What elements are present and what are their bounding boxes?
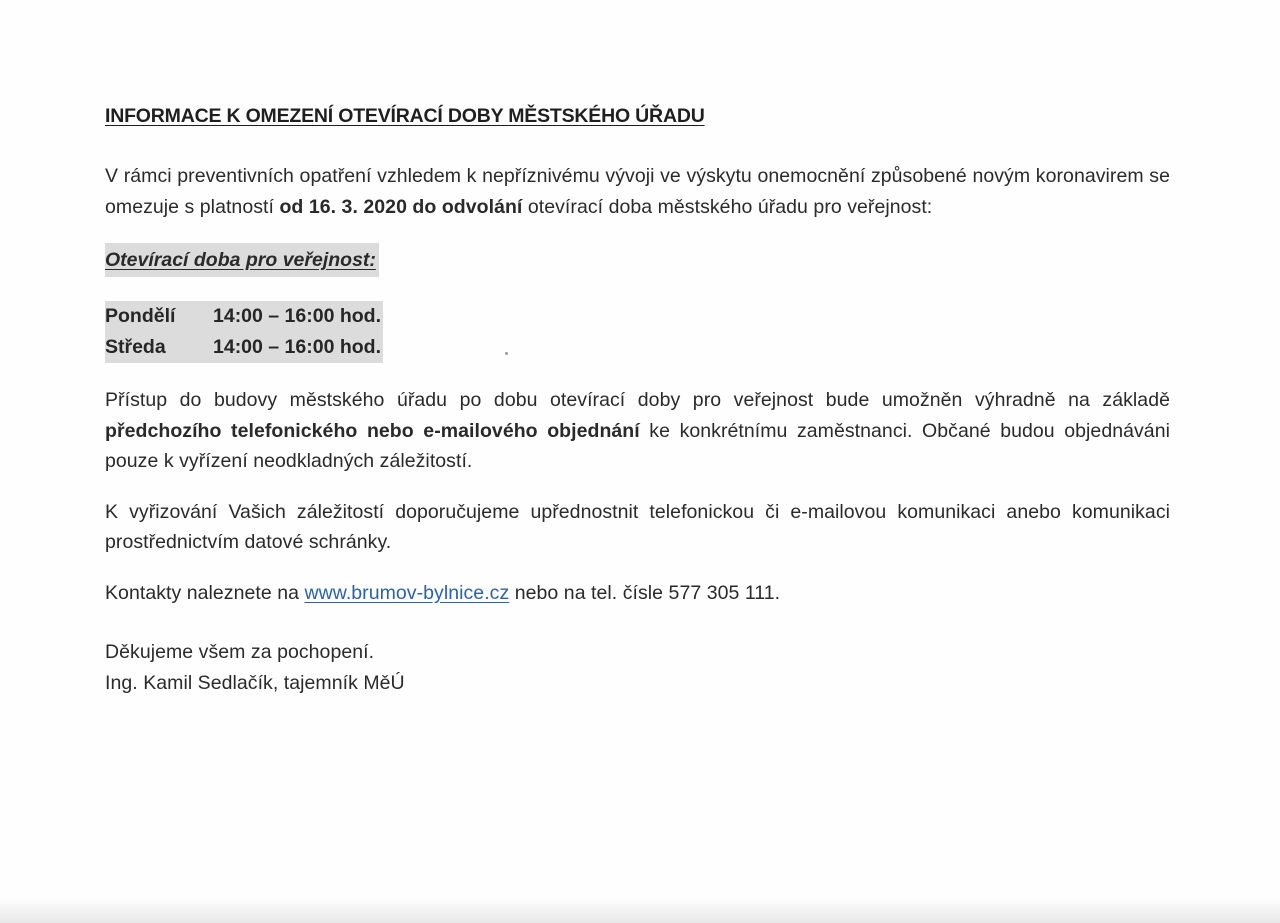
hours-heading-wrap (105, 222, 1170, 277)
hours-heading: Otevírací doba pro veřejnost: (105, 243, 379, 277)
contacts-text-start: Kontakty naleznete na (105, 581, 305, 604)
opening-hours-table (105, 301, 383, 363)
hours-row-monday (105, 301, 381, 332)
hours-day: Pondělí (105, 305, 176, 327)
advice-paragraph: K vyřizování Vašich záležitostí doporučujeme upřednostnit telefonickou či e-mailovou komunikaci anebo komunikaci prostřednictvím datové schránky. (105, 500, 1170, 553)
hours-time: 14:00 – 16:00 hod. (213, 336, 381, 358)
intro-text-start: V rámci preventivních opatření vzhledem k nepříznivému vývoji ve výskytu onemocnění způsobené novým koronavirem se omezuje s platností (105, 165, 1170, 218)
website-link[interactable]: www.brumov-bylnice.cz (304, 581, 510, 604)
notice-content (105, 101, 1170, 698)
scan-bottom-edge (0, 897, 1280, 923)
hours-time: 14:00 – 16:00 hod. (213, 305, 381, 327)
hours-day: Středa (105, 336, 166, 358)
intro-paragraph (105, 161, 1170, 222)
access-paragraph (105, 385, 1170, 477)
thanks-line: Děkujeme všem za pochopení. (105, 641, 375, 663)
contacts-text-end: nebo na tel. čísle 577 305 111. (509, 581, 781, 604)
notice-title: INFORMACE K OMEZENÍ OTEVÍRACÍ DOBY MĚSTSKÉHO ÚŘADU (105, 105, 705, 127)
hours-table-wrap (105, 277, 1170, 363)
intro-validity-period: od 16. 3. 2020 do odvolání (279, 195, 523, 218)
hours-row-wednesday (105, 332, 381, 363)
access-booking-requirement: předchozího telefonického nebo e-mailového objednání (105, 419, 640, 442)
signature-line: Ing. Kamil Sedlačík, tajemník MěÚ (105, 671, 405, 694)
closing-block (105, 637, 1170, 698)
access-text-start: Přístup do budovy městského úřadu po dobu otevírací doby pro veřejnost bude umožněn výhradně na základě (105, 389, 1170, 411)
access-text-end: ke konkrétnímu zaměstnanci. Občané budou objednáváni pouze k vyřízení neodkladných záležitostí. (105, 419, 1170, 472)
intro-text-end: otevírací doba městského úřadu pro veřejnost: (522, 195, 933, 218)
contacts-paragraph (105, 578, 1170, 609)
